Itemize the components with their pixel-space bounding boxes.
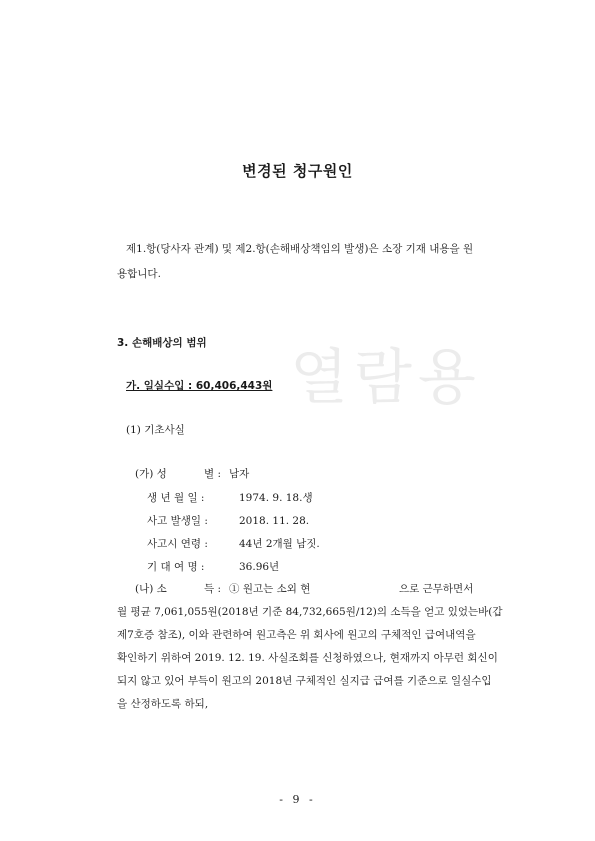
income-line-6: 을 산정하도록 하되,: [117, 698, 209, 710]
document-title: 변경된 청구원인: [242, 162, 353, 180]
income-line-1a: ① 원고는 소외 현: [229, 583, 311, 595]
life-label: 기 대 여 명 :: [147, 561, 205, 573]
income-line-1b: 으로 근무하면서: [399, 583, 474, 595]
life-row: [147, 561, 279, 574]
gender-label: 별 :: [204, 468, 222, 480]
subsection-ga-heading: 가. 일실수입 : 60,406,443원: [126, 380, 273, 392]
accident-label: 사고 발생일 :: [147, 515, 208, 527]
income-na-prefix: (나) 소: [135, 583, 167, 595]
birth-value: 1974. 9. 18.생: [239, 492, 313, 504]
age-label: 사고시 연령 :: [147, 538, 208, 550]
page-number: - 9 -: [279, 793, 316, 806]
subsection-1-heading: (1) 기초사실: [126, 424, 185, 436]
accident-value: 2018. 11. 28.: [239, 515, 310, 527]
accident-row: [147, 515, 309, 528]
age-value: 44년 2개월 남짓.: [239, 538, 320, 550]
income-line-2: 월 평균 7,061,055원(2018년 기준 84,732,665원/12)의 소득을 얻고 있었는바(갑: [117, 606, 503, 618]
income-line-3: 제7호증 참조), 이와 관련하여 원고측은 위 회사에 원고의 구체적인 급여내역을: [117, 629, 476, 641]
income-line-5: 되지 않고 있어 부득이 원고의 2018년 구체적인 실지급 급여를 기준으로 일실수입: [117, 675, 492, 687]
birth-label: 생 년 월 일 :: [147, 492, 205, 504]
birth-row: [147, 492, 313, 505]
age-row: [147, 538, 320, 551]
facts-ga-prefix: (가) 성: [135, 468, 167, 480]
income-line-4: 확인하기 위하여 2019. 12. 19. 사실조회를 신청하였으나, 현재까지 아무런 회신이: [117, 652, 498, 664]
intro-line-2: 용합니다.: [117, 268, 161, 280]
intro-line-1: 제1.항(당사자 관계) 및 제2.항(손해배상책임의 발생)은 소장 기재 내용을 원: [126, 243, 474, 255]
life-value: 36.96년: [239, 561, 280, 573]
gender-value: 남자: [229, 468, 250, 480]
watermark: 열람용: [290, 343, 482, 413]
income-label: 득 :: [204, 583, 222, 595]
section-3-heading: 3. 손해배상의 범위: [117, 337, 207, 349]
